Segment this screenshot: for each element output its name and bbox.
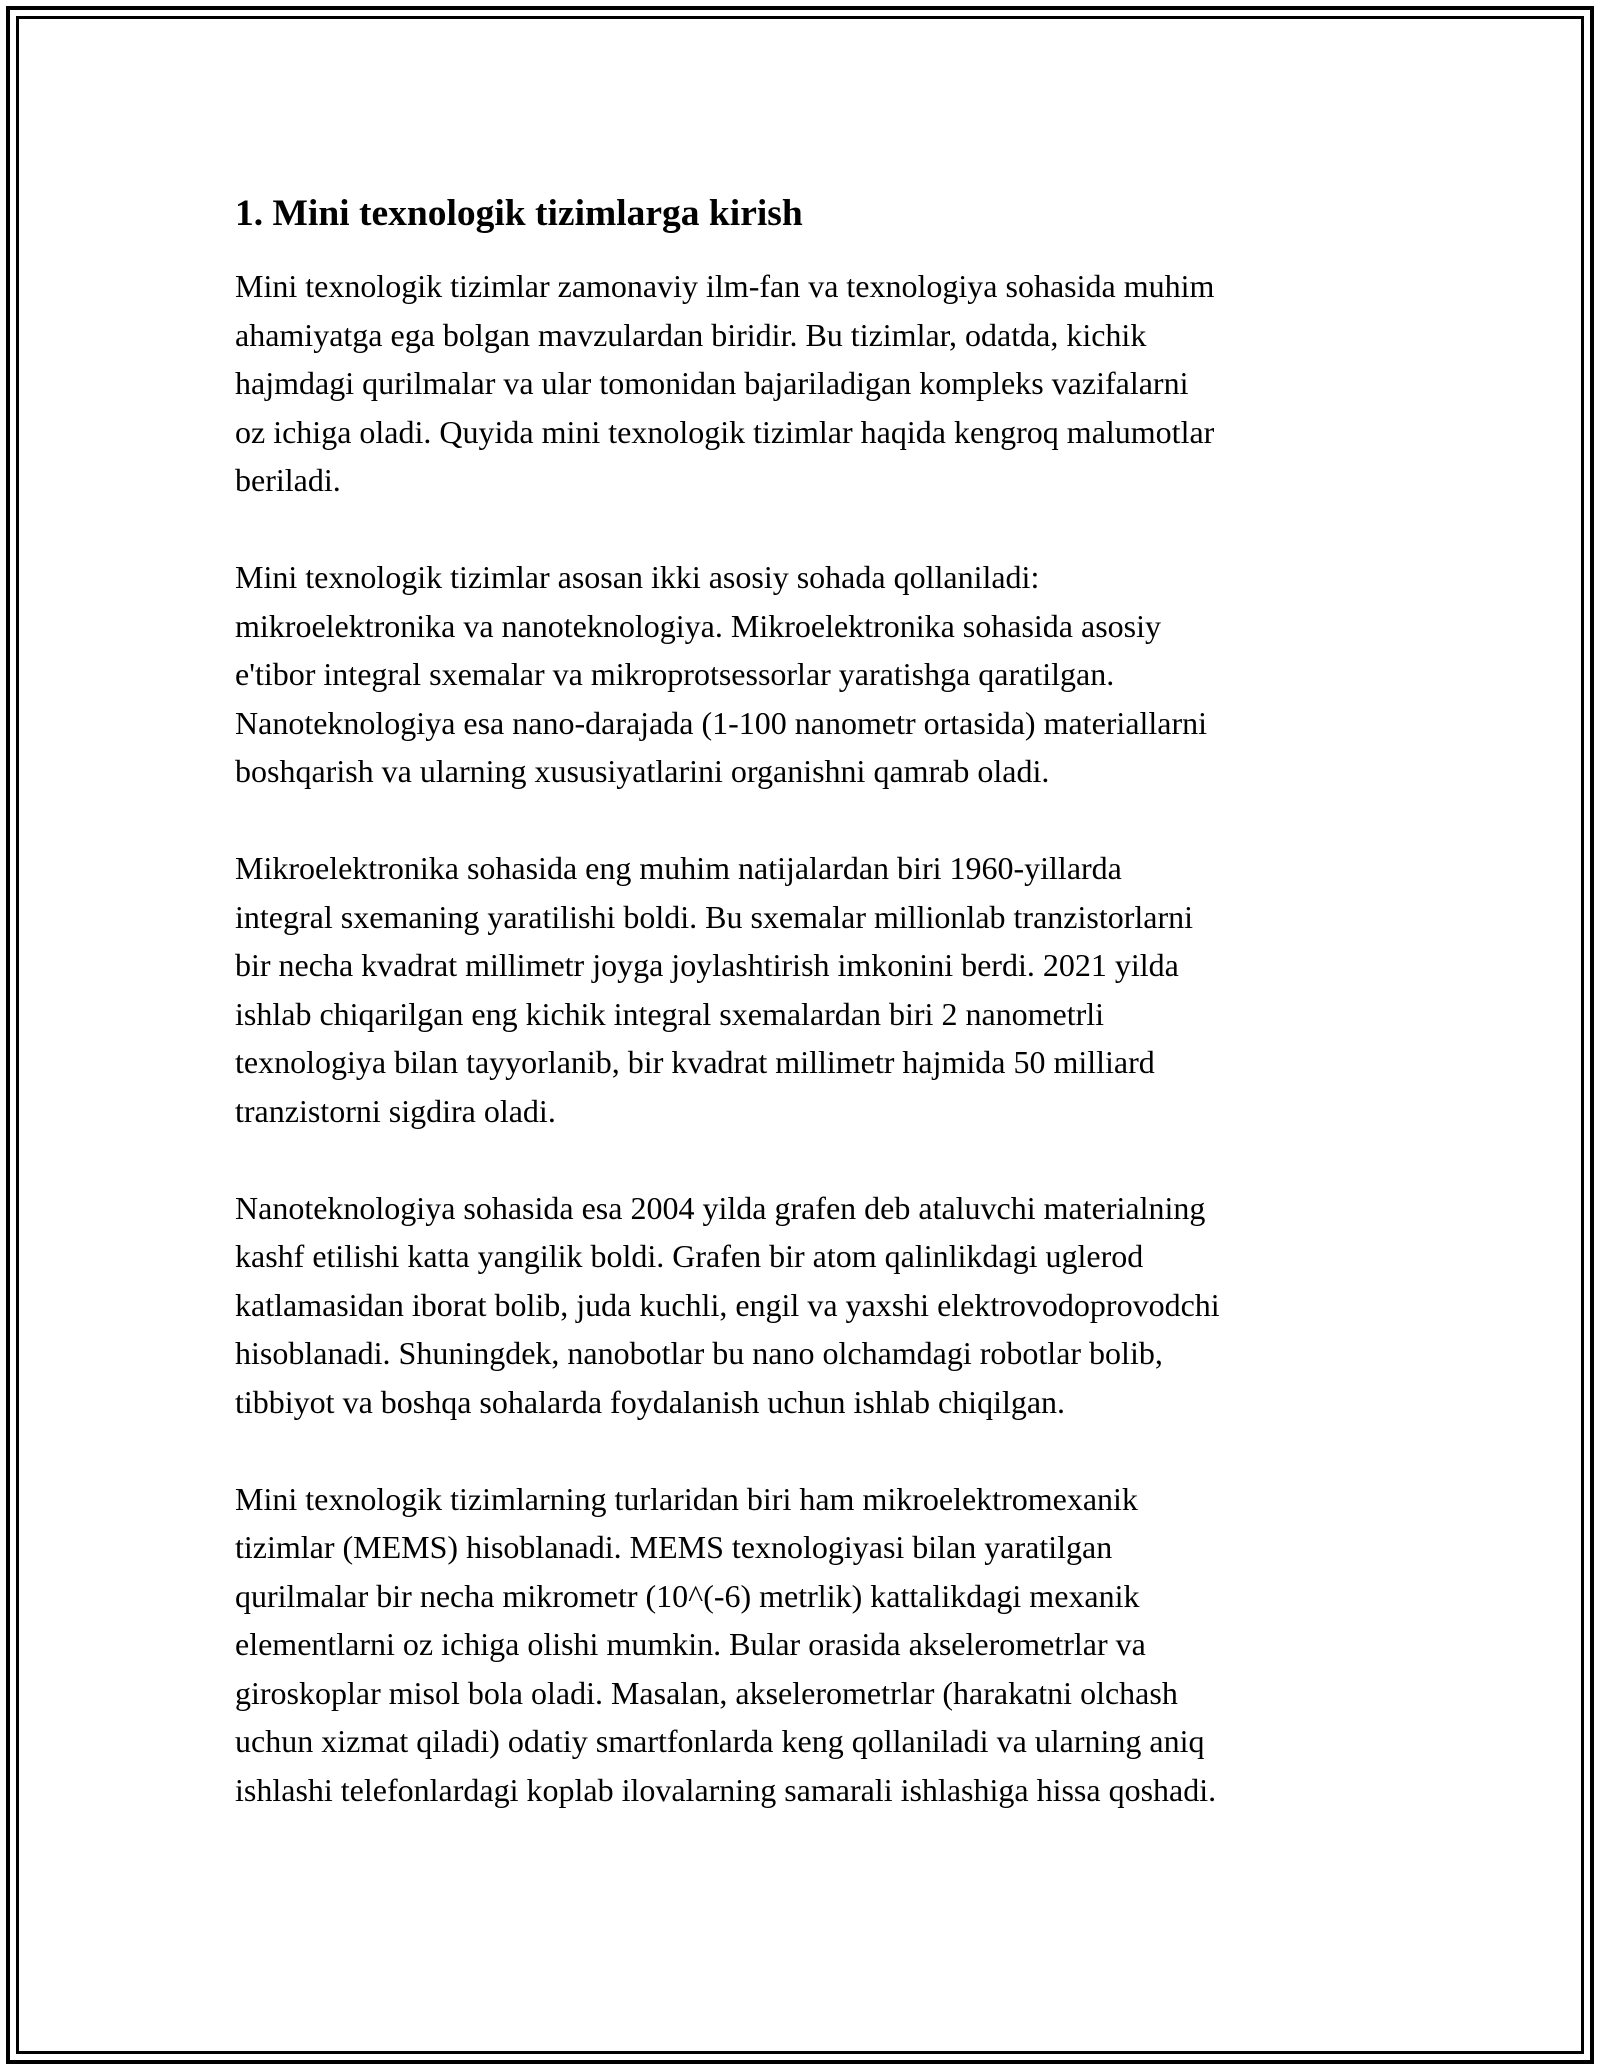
paragraph-mems: Mini texnologik tizimlarning turlaridan biri ham mikroelektromexanik tizimlar (MEMS) hisoblanadi. MEMS texnologiyasi bilan yaratilgan qurilmalar bir necha mikrometr (10^(-6) metrlik) kattalikdagi mexanik elementlarni oz ichiga olishi mumkin. Bular orasida akselerometrlar va giroskoplar misol bola oladi. Masalan, akselerometrlar (harakatni olchash uchun xizmat qiladi) odatiy smartfonlarda keng qollaniladi va ularning aniq ishlashi telefonlardagi koplab ilovalarning samarali ishlashiga hissa qoshadi. bbox=[235, 1480, 1217, 1808]
paragraph-nanotechnology: Nanoteknologiya sohasida esa 2004 yilda grafen deb ataluvchi materialning kashf etilishi katta yangilik boldi. Grafen bir atom qalinlikdagi uglerod katlamasidan iborat bolib, juda kuchli, engil va yaxshi elektrovodoprovodchi hisoblanadi. Shuningdek, nanobotlar bu nano olchamdagi robotlar bolib, tibbiyot va boshqa sohalarda foydalanish uchun ishlab chiqilgan. bbox=[235, 1189, 1220, 1420]
paragraph-microelectronics: Mikroelektronika sohasida eng muhim natijalardan biri 1960-yillarda integral sxemaning yaratilishi boldi. Bu sxemalar millionlab tranzistorlarni bir necha kvadrat millimetr joyga joylashtirish imkonini berdi. 2021 yilda ishlab chiqarilgan eng kichik integral sxemalardan biri 2 nanometrli texnologiya bilan tayyorlanib, bir kvadrat millimetr hajmida 50 milliard tranzistorni sigdira oladi. bbox=[235, 850, 1193, 1129]
paragraph-intro: Mini texnologik tizimlar zamonaviy ilm-fan va texnologiya sohasida muhim ahamiyatga ega bolgan mavzulardan biridir. Bu tizimlar, odatda, kichik hajmdagi qurilmalar va ular tomonidan bajariladigan kompleks vazifalarni oz ichiga oladi. Quyida mini texnologik tizimlar haqida kengroq malumotlar beriladi. bbox=[235, 268, 1215, 498]
paragraph-application-areas: Mini texnologik tizimlar asosan ikki asosiy sohada qollaniladi: mikroelektronika va nanoteknologiya. Mikroelektronika sohasida asosiy e'tibor integral sxemalar va mikroprotsessorlar yaratishga qaratilgan. Nanoteknologiya esa nano-darajada (1-100 nanometr ortasida) materiallarni boshqarish va ularning xususiyatlarini organishni qamrab oladi. bbox=[235, 559, 1208, 789]
document-body bbox=[235, 188, 1395, 1863]
section-heading: 1. Mini texnologik tizimlarga kirish bbox=[235, 193, 803, 234]
